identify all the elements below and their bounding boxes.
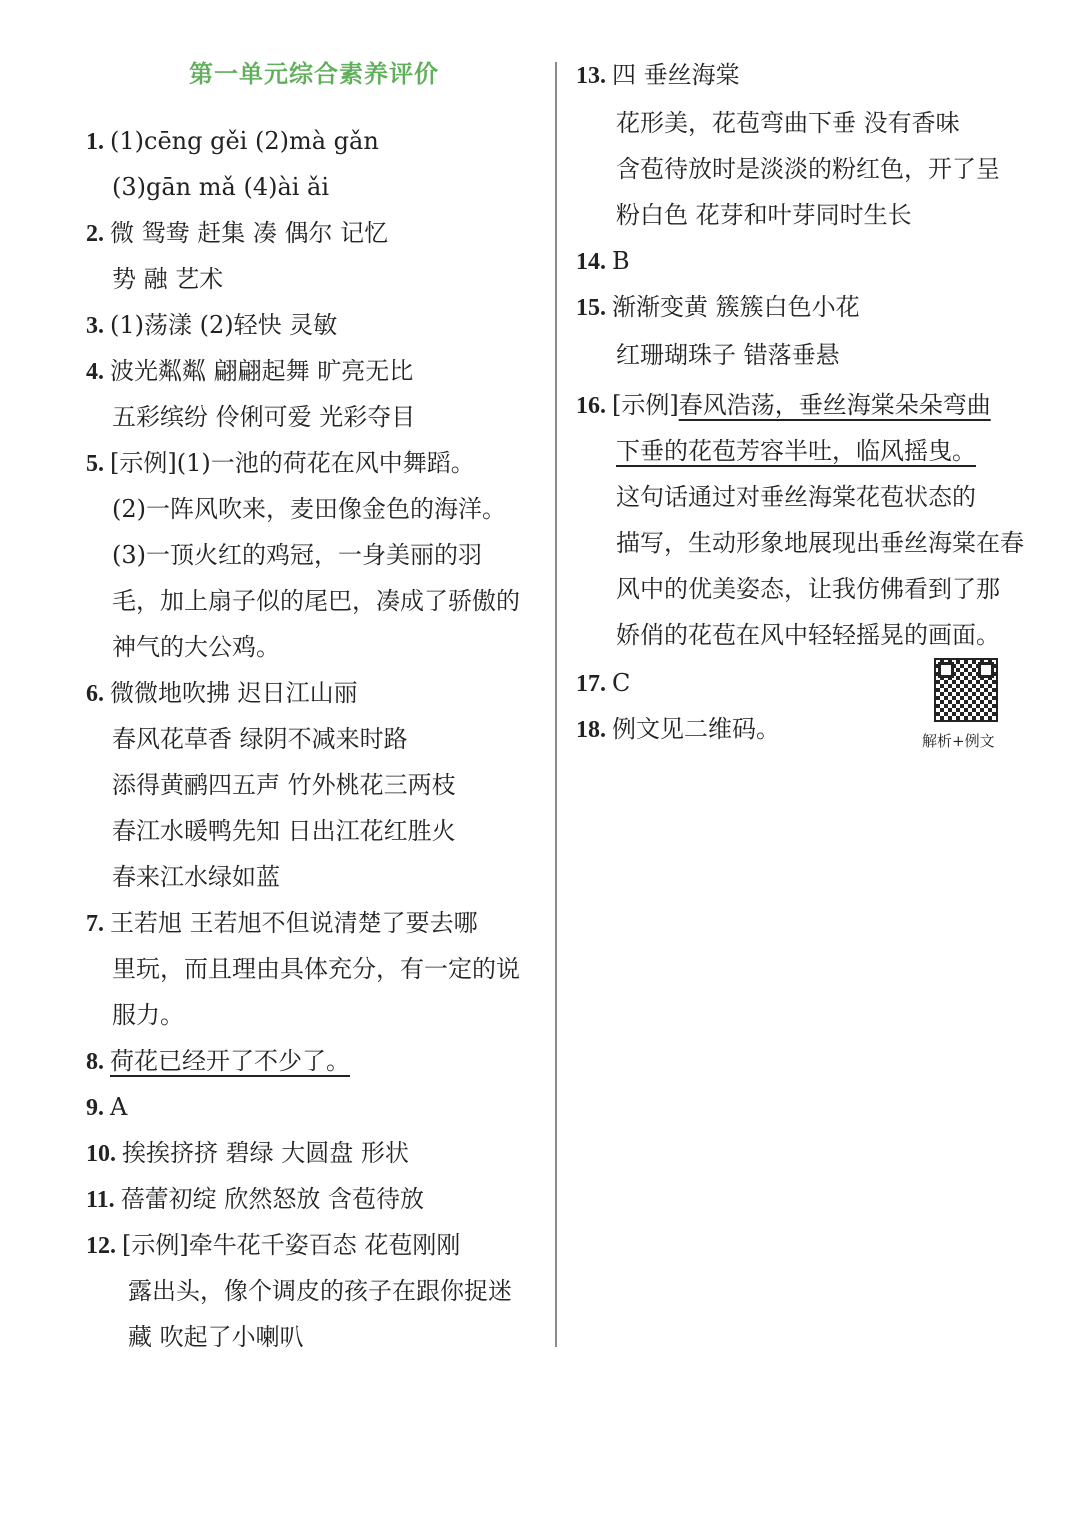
qr-code-icon[interactable] [934,658,998,722]
answer-line: 神气的大公鸡。 [112,633,280,661]
qr-caption: 解析+例文 [922,732,995,750]
answer-line: 五彩缤纷 伶俐可爱 光彩夺目 [112,403,416,431]
answer-line: 这句话通过对垂丝海棠花苞状态的 [616,483,976,511]
answer-2: 2. 微 鸳鸯 赶集 凑 偶尔 记忆 [86,219,389,247]
answer-line: 势 融 艺术 [112,265,224,293]
answer-line: 含苞待放时是淡淡的粉红色，开了呈 [616,155,1000,183]
answer-12: 12. [示例]牵牛花千姿百态 花苞刚刚 [86,1231,461,1259]
answer-line: 添得黄鹂四五声 竹外桃花三两枝 [112,771,456,799]
answer-line: 粉白色 花芽和叶芽同时生长 [616,201,912,229]
answer-line: (3)一顶火红的鸡冠，一身美丽的羽 [112,541,482,569]
answer-9: 9. A [86,1093,128,1121]
answer-11: 11. 蓓蕾初绽 欣然怒放 含苞待放 [86,1185,424,1213]
column-divider [555,62,557,1347]
answer-line: 露出头，像个调皮的孩子在跟你捉迷 [128,1277,512,1305]
answer-14: 14. B [576,247,630,275]
answer-6: 6. 微微地吹拂 迟日江山丽 [86,679,358,707]
answer-line: 下垂的花苞芳容半吐，临风摇曳。 [616,437,976,465]
answer-line: 春江水暖鸭先知 日出江花红胜火 [112,817,456,845]
answer-line: (2)一阵风吹来，麦田像金色的海洋。 [112,495,506,523]
answer-line: 花形美，花苞弯曲下垂 没有香味 [616,109,960,137]
answer-17: 17. C [576,669,631,697]
answer-1: 1. (1)cēng gěi (2)mà gǎn [86,127,379,155]
answer-16: 16. [示例]春风浩荡，垂丝海棠朵朵弯曲 [576,391,991,419]
answer-line: 毛，加上扇子似的尾巴，凑成了骄傲的 [112,587,520,615]
answer-8: 8. 荷花已经开了不少了。 [86,1047,350,1075]
answer-5: 5. [示例](1)一池的荷花在风中舞蹈。 [86,449,475,477]
answer-10: 10. 挨挨挤挤 碧绿 大圆盘 形状 [86,1139,409,1167]
answer-line: 春风花草香 绿阴不减来时路 [112,725,408,753]
answer-line: 服力。 [112,1001,184,1029]
answer-line: 娇俏的花苞在风中轻轻摇晃的画面。 [616,621,1000,649]
answer-13: 13. 四 垂丝海棠 [576,61,740,89]
answer-18: 18. 例文见二维码。 [576,715,780,743]
answer-15: 15. 渐渐变黄 簇簇白色小花 [576,293,860,321]
answer-line: 里玩，而且理由具体充分，有一定的说 [112,955,520,983]
page-title: 第一单元综合素养评价 [189,60,439,88]
answer-7: 7. 王若旭 王若旭不但说清楚了要去哪 [86,909,478,937]
answer-line: 藏 吹起了小喇叭 [128,1323,304,1351]
answer-line: (3)gān mǎ (4)ài ǎi [112,173,330,201]
answer-line: 风中的优美姿态，让我仿佛看到了那 [616,575,1000,603]
answer-line: 春来江水绿如蓝 [112,863,280,891]
answer-3: 3. (1)荡漾 (2)轻快 灵敏 [86,311,338,339]
answer-line: 红珊瑚珠子 错落垂悬 [616,341,840,369]
answer-4: 4. 波光粼粼 翩翩起舞 旷亮无比 [86,357,414,385]
answer-line: 描写，生动形象地展现出垂丝海棠在春 [616,529,1024,557]
